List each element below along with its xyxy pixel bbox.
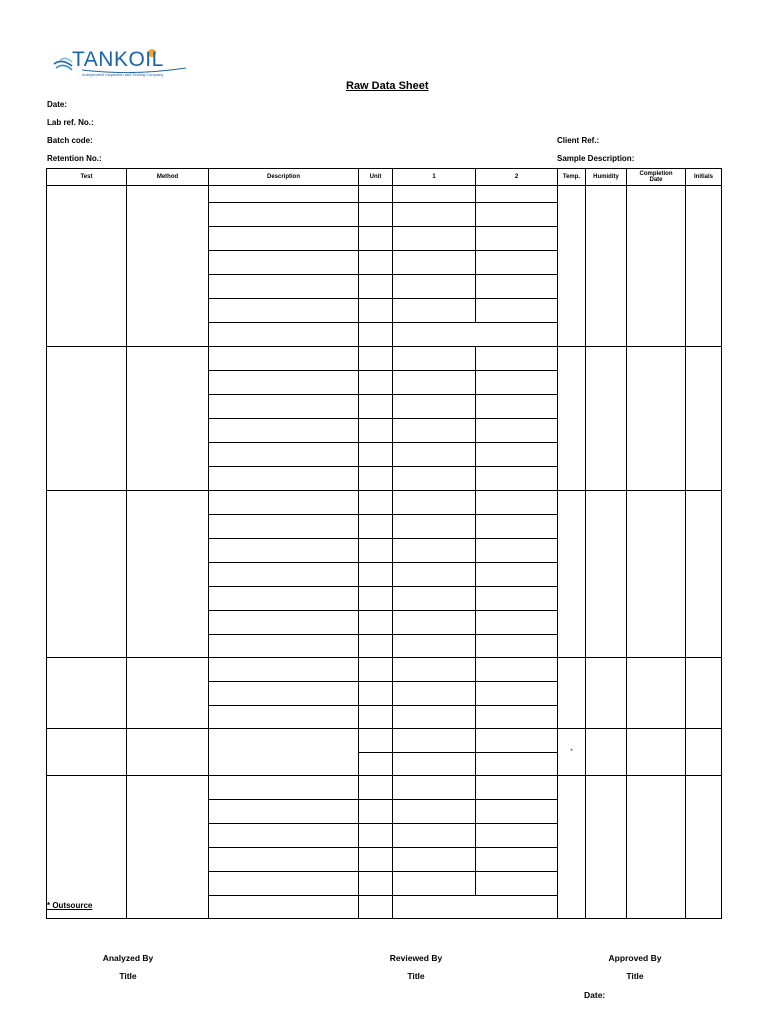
initials-cell[interactable] <box>686 658 722 729</box>
outsource-marker: * <box>558 729 586 776</box>
lab-ref-label: Lab ref. No.: <box>47 118 94 127</box>
method-cell[interactable] <box>127 729 209 776</box>
completion-cell[interactable] <box>627 186 686 347</box>
header-unit: Unit <box>359 169 393 186</box>
method-cell[interactable] <box>127 491 209 658</box>
analyzed-title-label: Title <box>119 971 137 981</box>
temp-cell[interactable] <box>558 347 586 491</box>
method-cell[interactable] <box>127 347 209 491</box>
test-cell[interactable] <box>47 186 127 347</box>
test-cell[interactable] <box>47 729 127 776</box>
method-cell[interactable] <box>127 186 209 347</box>
raw-data-table <box>46 168 722 919</box>
approved-by-label: Approved By <box>608 953 662 963</box>
test-cell[interactable] <box>47 347 127 491</box>
header-humidity: Humidity <box>586 169 627 186</box>
completion-cell[interactable] <box>627 658 686 729</box>
test-cell[interactable] <box>47 776 127 919</box>
table-header-row <box>47 169 722 186</box>
table-row <box>47 729 722 753</box>
table-row <box>47 186 722 203</box>
header-col2: 2 <box>476 169 558 186</box>
humidity-cell[interactable] <box>586 186 627 347</box>
company-logo <box>52 44 192 84</box>
completion-cell[interactable] <box>627 729 686 776</box>
table-row <box>47 491 722 515</box>
table-row <box>47 776 722 800</box>
initials-cell[interactable] <box>686 776 722 919</box>
humidity-cell[interactable] <box>586 347 627 491</box>
test-cell[interactable] <box>47 658 127 729</box>
completion-cell[interactable] <box>627 776 686 919</box>
table-row <box>47 347 722 371</box>
table-row <box>47 658 722 682</box>
sample-description-label: Sample Description: <box>557 154 635 163</box>
completion-cell[interactable] <box>627 347 686 491</box>
header-test: Test <box>47 169 127 186</box>
humidity-cell[interactable] <box>586 776 627 919</box>
logo-tagline: Independent Inspection and Testing Company <box>82 72 164 77</box>
logo-wordmark: TANKOIL <box>72 48 164 71</box>
humidity-cell[interactable] <box>586 658 627 729</box>
temp-cell[interactable] <box>558 658 586 729</box>
batch-code-label: Batch code: <box>47 136 93 145</box>
initials-cell[interactable] <box>686 491 722 658</box>
approval-date-label: Date: <box>584 990 606 1000</box>
initials-cell[interactable] <box>686 347 722 491</box>
method-cell[interactable] <box>127 658 209 729</box>
humidity-cell[interactable] <box>586 729 627 776</box>
header-completion-date: Completion Date <box>627 169 686 186</box>
temp-cell[interactable] <box>558 491 586 658</box>
date-field-label: Date: <box>47 100 68 109</box>
header-col1: 1 <box>393 169 476 186</box>
method-cell[interactable] <box>127 776 209 919</box>
header-description: Description <box>209 169 359 186</box>
test-cell[interactable] <box>47 491 127 658</box>
initials-cell[interactable] <box>686 729 722 776</box>
initials-cell[interactable] <box>686 186 722 347</box>
outsource-footnote: * Outsource <box>47 901 93 910</box>
retention-no-label: Retention No.: <box>47 154 102 163</box>
reviewed-title-label: Title <box>407 971 425 981</box>
header-temp: Temp. <box>558 169 586 186</box>
humidity-cell[interactable] <box>586 491 627 658</box>
header-method: Method <box>127 169 209 186</box>
analyzed-by-label: Analyzed By <box>102 953 154 963</box>
temp-cell[interactable] <box>558 776 586 919</box>
reviewed-by-label: Reviewed By <box>389 953 443 963</box>
header-initials: Initials <box>686 169 722 186</box>
temp-cell[interactable] <box>558 186 586 347</box>
completion-cell[interactable] <box>627 491 686 658</box>
page-title: Raw Data Sheet <box>346 80 429 92</box>
approved-title-label: Title <box>626 971 644 981</box>
client-ref-label: Client Ref.: <box>557 136 600 145</box>
